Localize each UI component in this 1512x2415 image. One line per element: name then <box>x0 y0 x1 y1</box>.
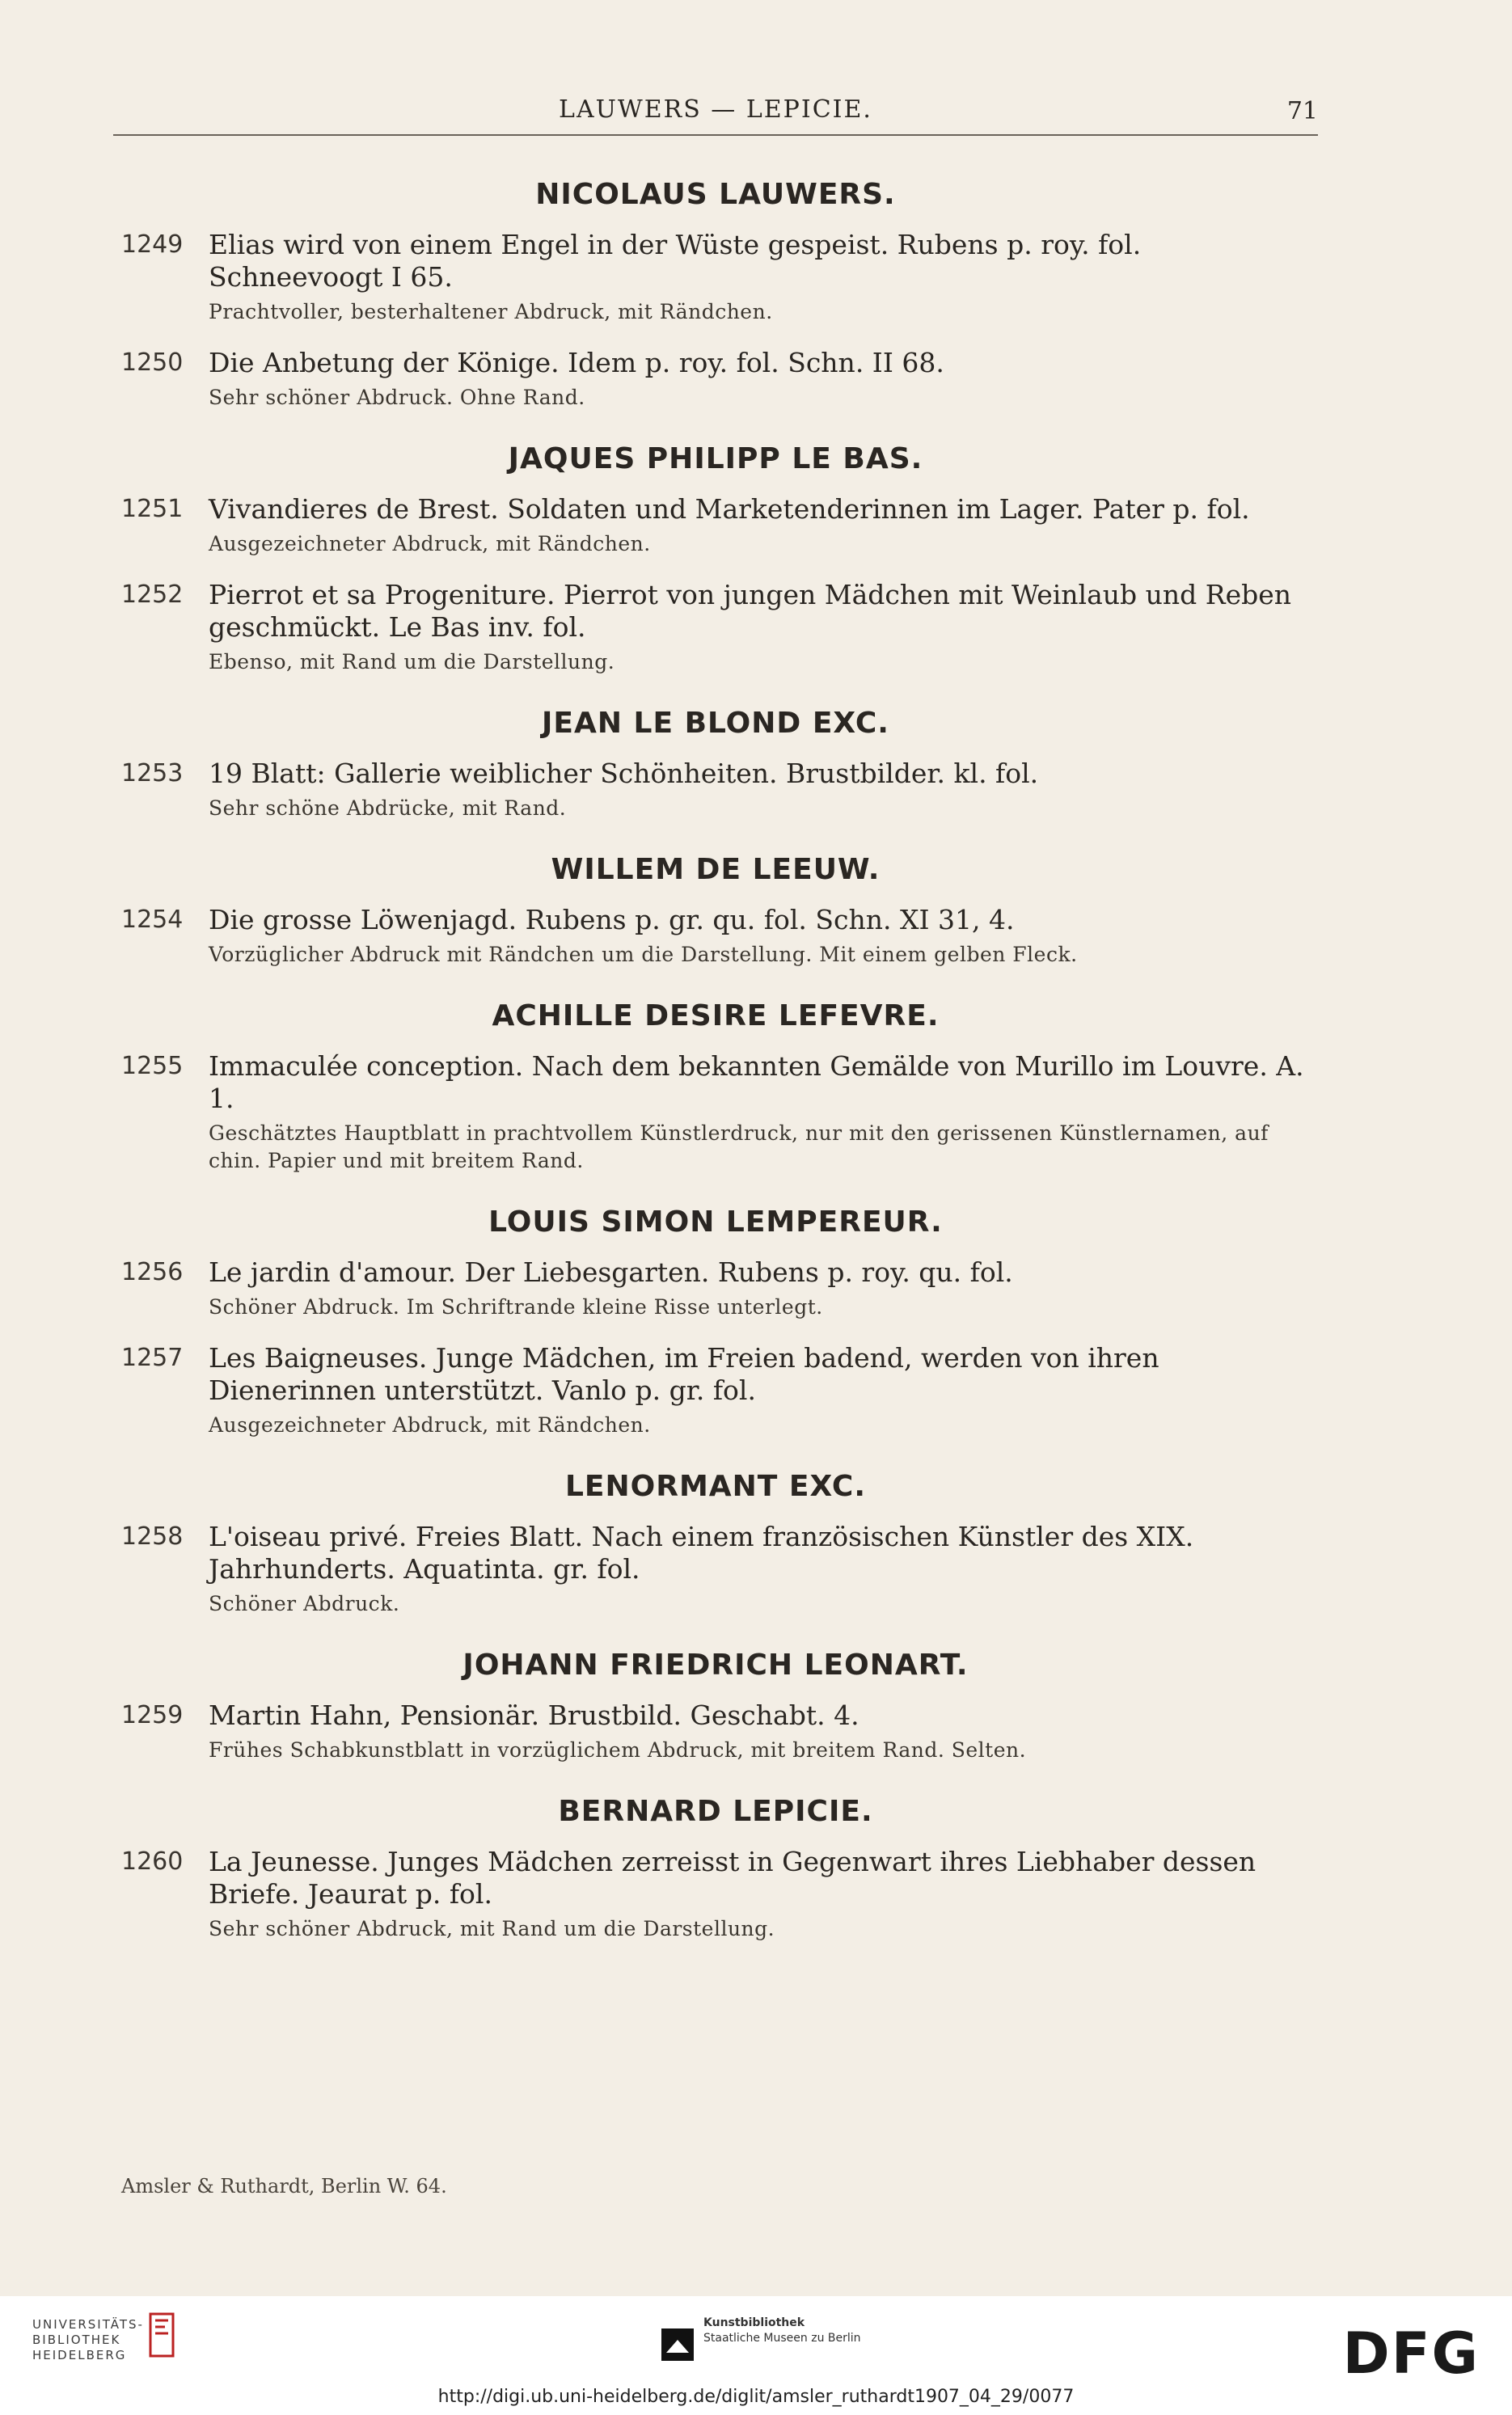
entry-title: La Jeunesse. Junges Mädchen zerreisst in Gegenwart ihres Liebhaber dessen Briefe. Jeaurat p. fol. <box>209 1846 1256 1910</box>
catalogue-entry <box>121 1050 1310 1175</box>
catalogue-entry <box>121 904 1310 969</box>
catalogue-entry <box>121 493 1310 558</box>
lot-number: 1254 <box>121 906 184 934</box>
catalogue-entry <box>121 1846 1310 1943</box>
lot-number: 1258 <box>121 1522 184 1551</box>
entry-line <box>121 347 1310 379</box>
catalogue-entry <box>121 1521 1310 1618</box>
publisher-imprint: Amsler & Ruthardt, Berlin W. 64. <box>121 2175 447 2198</box>
entry-title: Le jardin d'amour. Der Liebesgarten. Rubens p. roy. qu. fol. <box>209 1256 1013 1288</box>
source-url-link[interactable]: http://digi.ub.uni-heidelberg.de/diglit/amsler_ruthardt1907_04_29/0077 <box>437 2387 1075 2407</box>
entry-title: Die Anbetung der Könige. Idem p. roy. fol. Schn. II 68. <box>209 347 944 378</box>
kunstbibliothek-logo <box>703 2316 861 2346</box>
running-header <box>113 91 1318 131</box>
artist-heading: LOUIS SIMON LEMPEREUR. <box>488 1205 943 1239</box>
entry-line <box>121 1050 1310 1115</box>
condition-note: Schöner Abdruck. <box>209 1592 400 1615</box>
entry-line <box>121 579 1310 644</box>
artist-heading: ACHILLE DESIRE LEFEVRE. <box>492 999 940 1032</box>
lot-number: 1259 <box>121 1701 184 1729</box>
museum-emblem-icon <box>661 2328 694 2361</box>
entry-line <box>121 1342 1310 1407</box>
kunstbibliothek-name: Kunstbibliothek <box>703 2316 805 2329</box>
entry-title: 19 Blatt: Gallerie weiblicher Schönheiten. Brustbilder. kl. fol. <box>209 758 1039 789</box>
condition-note: Sehr schöner Abdruck. Ohne Rand. <box>209 386 585 409</box>
artist-heading: JOHANN FRIEDRICH LEONART. <box>462 1649 969 1682</box>
header-rule <box>113 134 1318 136</box>
artist-heading: JAQUES PHILIPP LE BAS. <box>508 442 923 475</box>
artist-heading: BERNARD LEPICIE. <box>558 1795 873 1828</box>
entry-line <box>121 493 1310 526</box>
lot-number: 1253 <box>121 759 184 787</box>
university-line: UNIVERSITÄTS- <box>32 2317 144 2332</box>
digitization-bar <box>0 2296 1512 2415</box>
entry-line <box>121 758 1310 790</box>
artist-heading: LENORMANT EXC. <box>564 1470 867 1503</box>
university-line: HEIDELBERG <box>32 2348 127 2362</box>
catalogue-entry <box>121 758 1310 822</box>
condition-note: Frühes Schabkunstblatt in vorzüglichem Abdruck, mit breitem Rand. Selten. <box>209 1738 1027 1762</box>
entry-line <box>121 1256 1310 1289</box>
entry-line <box>121 1521 1310 1585</box>
entry-title: Immaculée conception. Nach dem bekannten Gemälde von Murillo im Louvre. A. 1. <box>209 1050 1304 1114</box>
lot-number: 1252 <box>121 581 184 609</box>
kunstbibliothek-subtitle: Staatliche Museen zu Berlin <box>703 2332 861 2345</box>
lot-number: 1250 <box>121 348 184 377</box>
lot-number: 1255 <box>121 1052 184 1080</box>
condition-note: Schöner Abdruck. Im Schriftrande kleine Risse unterlegt. <box>209 1295 823 1319</box>
catalogue-content <box>121 178 1310 1964</box>
condition-note: Vorzüglicher Abdruck mit Rändchen um die Darstellung. Mit einem gelben Fleck. <box>209 943 1078 966</box>
artist-heading: NICOLAUS LAUWERS. <box>535 178 896 211</box>
lot-number: 1257 <box>121 1344 184 1372</box>
lot-number: 1260 <box>121 1847 184 1876</box>
condition-note: Ebenso, mit Rand um die Darstellung. <box>209 650 615 673</box>
condition-note: Sehr schöne Abdrücke, mit Rand. <box>209 796 567 820</box>
catalogue-entry <box>121 1256 1310 1321</box>
artist-heading: WILLEM DE LEEUW. <box>551 853 881 886</box>
entry-line <box>121 229 1310 293</box>
artist-heading: JEAN LE BLOND EXC. <box>542 707 889 740</box>
condition-note: Ausgezeichneter Abdruck, mit Rändchen. <box>209 1413 651 1437</box>
condition-note: Geschätztes Hauptblatt in prachtvollem Künstlerdruck, nur mit den gerissenen Künstlernamen, auf chin. Papier und mit breitem Rand. <box>209 1121 1269 1172</box>
lot-number: 1251 <box>121 495 184 523</box>
page-number: 71 <box>1286 97 1318 125</box>
catalogue-entry <box>121 229 1310 326</box>
dfg-logo: DFG <box>1342 2320 1480 2387</box>
lot-number: 1249 <box>121 230 184 259</box>
university-emblem-icon <box>144 2311 179 2359</box>
entry-title: Martin Hahn, Pensionär. Brustbild. Geschabt. 4. <box>209 1699 859 1731</box>
entry-title: Elias wird von einem Engel in der Wüste gespeist. Rubens p. roy. fol. Schneevoogt I 65. <box>209 229 1142 293</box>
lot-number: 1256 <box>121 1258 184 1286</box>
catalogue-entry <box>121 1699 1310 1764</box>
entry-title: Pierrot et sa Progeniture. Pierrot von jungen Mädchen mit Weinlaub und Reben geschmückt. Le Bas inv. fol. <box>209 579 1292 643</box>
entry-line <box>121 904 1310 936</box>
entry-title: Die grosse Löwenjagd. Rubens p. gr. qu. fol. Schn. XI 31, 4. <box>209 904 1015 935</box>
entry-line <box>121 1699 1310 1732</box>
entry-line <box>121 1846 1310 1910</box>
condition-note: Ausgezeichneter Abdruck, mit Rändchen. <box>209 532 651 555</box>
condition-note: Sehr schöner Abdruck, mit Rand um die Darstellung. <box>209 1917 775 1940</box>
running-title: LAUWERS — LEPICIE. <box>559 95 872 124</box>
entry-title: Les Baigneuses. Junge Mädchen, im Freien badend, werden von ihren Dienerinnen unterstützt. Vanlo p. gr. fol. <box>209 1342 1159 1406</box>
entry-title: Vivandieres de Brest. Soldaten und Marketenderinnen im Lager. Pater p. fol. <box>209 493 1250 525</box>
catalogue-entry <box>121 1342 1310 1439</box>
catalogue-entry <box>121 347 1310 412</box>
catalogue-entry <box>121 579 1310 676</box>
university-line: BIBLIOTHEK <box>32 2333 121 2347</box>
university-library-logo <box>32 2317 144 2363</box>
condition-note: Prachtvoller, besterhaltener Abdruck, mit Rändchen. <box>209 300 773 323</box>
entry-title: L'oiseau privé. Freies Blatt. Nach einem französischen Künstler des XIX. Jahrhunderts. Aquatinta. gr. fol. <box>209 1521 1194 1585</box>
